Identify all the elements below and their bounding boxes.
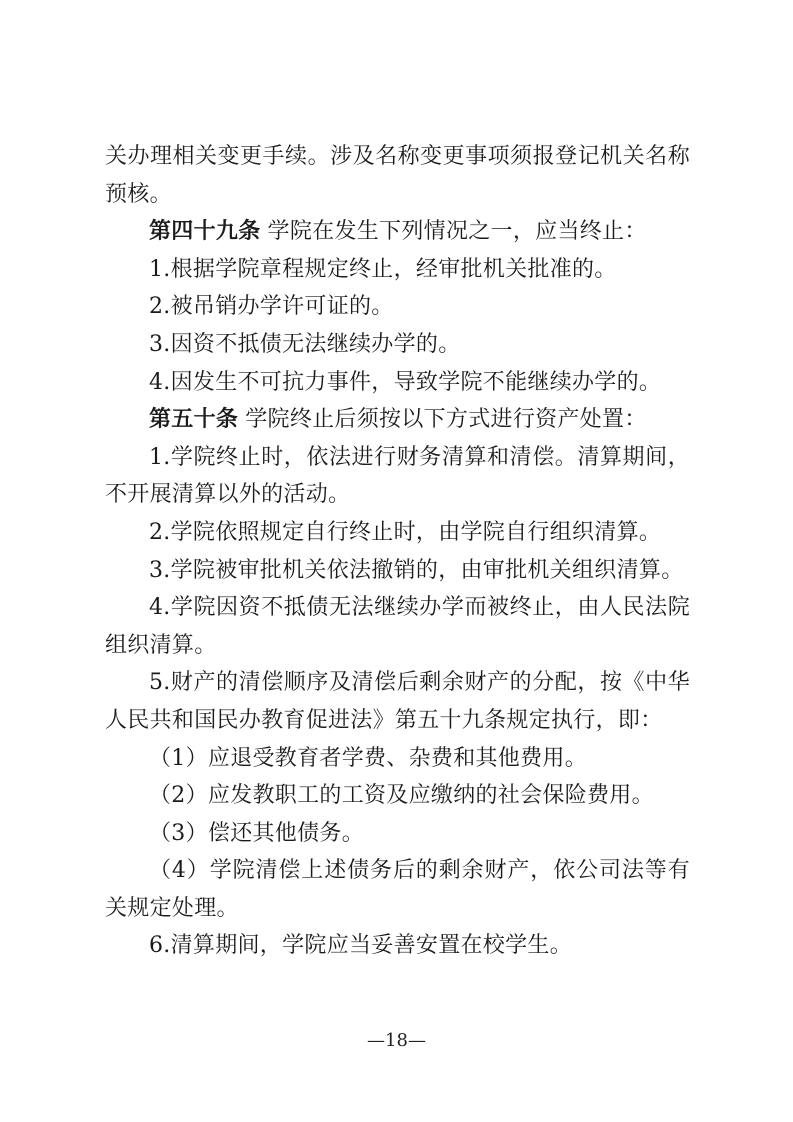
page-footer <box>0 1028 793 1054</box>
text-run: （1）应退受教育者学费、杂费和其他费用。 <box>149 745 587 771</box>
text-run: （4）学院清偿上述债务后的剩余财产，依公司法等有关规定处理。 <box>105 858 690 921</box>
paragraph <box>105 138 690 213</box>
text-run: 学院终止后须按以下方式进行资产处置： <box>245 407 647 433</box>
paragraph <box>105 777 690 815</box>
paragraph <box>105 664 690 739</box>
paragraph <box>105 288 690 326</box>
text-run: 1.学院终止时，依法进行财务清算和清偿。清算期间，不开展清算以外的活动。 <box>105 444 690 508</box>
paragraph <box>105 815 690 853</box>
paragraph <box>105 552 690 590</box>
text-run: 6.清算期间，学院应当妥善安置在校学生。 <box>149 933 572 959</box>
paragraph <box>105 514 690 552</box>
text-run: 4.因发生不可抗力事件，导致学院不能继续办学的。 <box>149 369 662 395</box>
text-run: 4.学院因资不抵债无法继续办学而被终止，由人民法院组织清算。 <box>105 595 690 658</box>
paragraph <box>105 326 690 364</box>
paragraph <box>105 213 690 251</box>
text-run: 关办理相关变更手续。涉及名称变更事项须报登记机关名称预核。 <box>105 144 690 207</box>
paragraph <box>105 364 690 402</box>
text-run: 2.学院依照规定自行终止时，由学院自行组织清算。 <box>149 519 662 545</box>
paragraph <box>105 927 690 965</box>
paragraph <box>105 251 690 289</box>
text-run: 学院在发生下列情况之一，应当终止： <box>267 219 647 245</box>
article-number-run: 第四十九条 <box>149 218 261 245</box>
text-run: （2）应发教职工的工资及应缴纳的社会保险费用。 <box>149 783 654 809</box>
paragraph <box>105 740 690 778</box>
text-run: 3.学院被审批机关依法撤销的，由审批机关组织清算。 <box>149 557 684 583</box>
text-run: 5.财产的清偿顺序及清偿后剩余财产的分配，按《中华人民共和国民办教育促进法》第五十九条规定执行，即： <box>105 670 690 733</box>
text-run: 2.被吊销办学许可证的。 <box>149 294 394 320</box>
document-body <box>105 138 690 965</box>
article-number-run: 第五十条 <box>149 406 239 433</box>
paragraph <box>105 589 690 664</box>
text-run: 1.根据学院章程规定终止，经审批机关批准的。 <box>149 256 617 282</box>
paragraph <box>105 401 690 439</box>
page-number: —18— <box>367 1030 426 1051</box>
text-run: （3）偿还其他债务。 <box>149 820 364 846</box>
paragraph <box>105 852 690 927</box>
text-run: 3.因资不抵债无法继续办学的。 <box>149 331 461 357</box>
paragraph <box>105 439 690 514</box>
